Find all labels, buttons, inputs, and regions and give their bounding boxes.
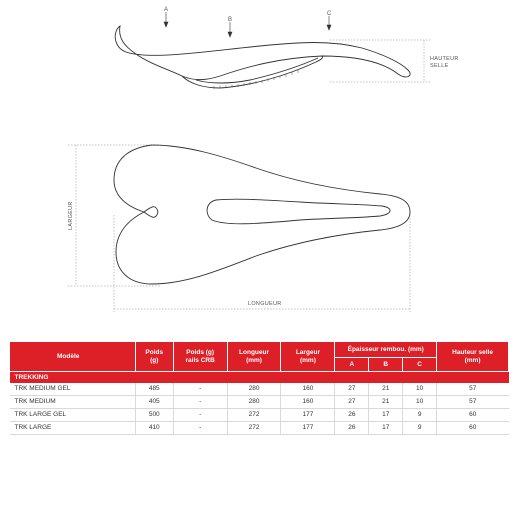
cell-c: 10: [403, 383, 437, 396]
cell-poids: 500: [135, 409, 173, 422]
header-poids-crb: Poids (g) rails CRB: [173, 342, 227, 372]
cell-model: TRK MEDIUM: [10, 396, 136, 409]
header-poids: Poids (g): [135, 342, 173, 372]
cell-hauteur: 60: [437, 409, 509, 422]
cell-model: TRK LARGE GEL: [10, 409, 136, 422]
cell-c: 9: [403, 409, 437, 422]
cell-model: TRK MEDIUM GEL: [10, 383, 136, 396]
header-b: B: [369, 358, 403, 372]
header-hauteur: Hauteur selle (mm): [437, 342, 509, 372]
header-largeur: Largeur (mm): [281, 342, 335, 372]
cell-poids: 410: [135, 422, 173, 435]
cell-crb: -: [173, 396, 227, 409]
hauteur-label-1: HAUTEUR: [430, 56, 459, 62]
cell-longueur: 272: [227, 409, 281, 422]
table-row: [10, 396, 509, 409]
cell-longueur: 272: [227, 422, 281, 435]
cell-hauteur: 60: [437, 422, 509, 435]
cell-longueur: 280: [227, 383, 281, 396]
header-longueur: Longueur (mm): [227, 342, 281, 372]
cell-poids: 405: [135, 396, 173, 409]
marker-c-label: C: [327, 11, 332, 17]
cell-b: 21: [369, 396, 403, 409]
cell-hauteur: 57: [437, 383, 509, 396]
cell-a: 26: [335, 409, 369, 422]
cell-crb: -: [173, 383, 227, 396]
table-row: [10, 422, 509, 435]
longueur-label: LONGUEUR: [248, 301, 282, 307]
hauteur-label-2: SELLE: [430, 63, 449, 69]
thickness-markers: [164, 12, 331, 37]
cell-b: 17: [369, 422, 403, 435]
height-dimension: [330, 40, 432, 82]
cell-largeur: 160: [281, 396, 335, 409]
cell-c: 9: [403, 422, 437, 435]
cell-a: 27: [335, 396, 369, 409]
cell-crb: -: [173, 409, 227, 422]
header-a: A: [335, 358, 369, 372]
cell-a: 27: [335, 383, 369, 396]
cell-largeur: 177: [281, 409, 335, 422]
marker-a-label: A: [164, 7, 169, 13]
cell-hauteur: 57: [437, 396, 509, 409]
section-trekking: TREKKING: [10, 372, 509, 384]
table-row: [10, 409, 509, 422]
spec-table: [9, 341, 509, 435]
cell-c: 10: [403, 396, 437, 409]
cell-b: 17: [369, 409, 403, 422]
cell-largeur: 160: [281, 383, 335, 396]
cell-a: 26: [335, 422, 369, 435]
length-dimension: [114, 215, 410, 312]
saddle-side-view: [115, 26, 410, 88]
saddle-top-view: [114, 145, 410, 284]
cell-crb: -: [173, 422, 227, 435]
cell-largeur: 177: [281, 422, 335, 435]
largeur-label: LARGEUR: [68, 201, 74, 230]
cell-b: 21: [369, 383, 403, 396]
rail-ticks: [214, 70, 298, 89]
table-row: [10, 383, 509, 396]
marker-b-label: B: [228, 17, 233, 23]
header-c: C: [403, 358, 437, 372]
header-modele: Modèle: [10, 342, 136, 372]
cell-poids: 485: [135, 383, 173, 396]
cell-longueur: 280: [227, 396, 281, 409]
cell-model: TRK LARGE: [10, 422, 136, 435]
header-epaisseur: Épaisseur rembou. (mm): [335, 342, 437, 358]
